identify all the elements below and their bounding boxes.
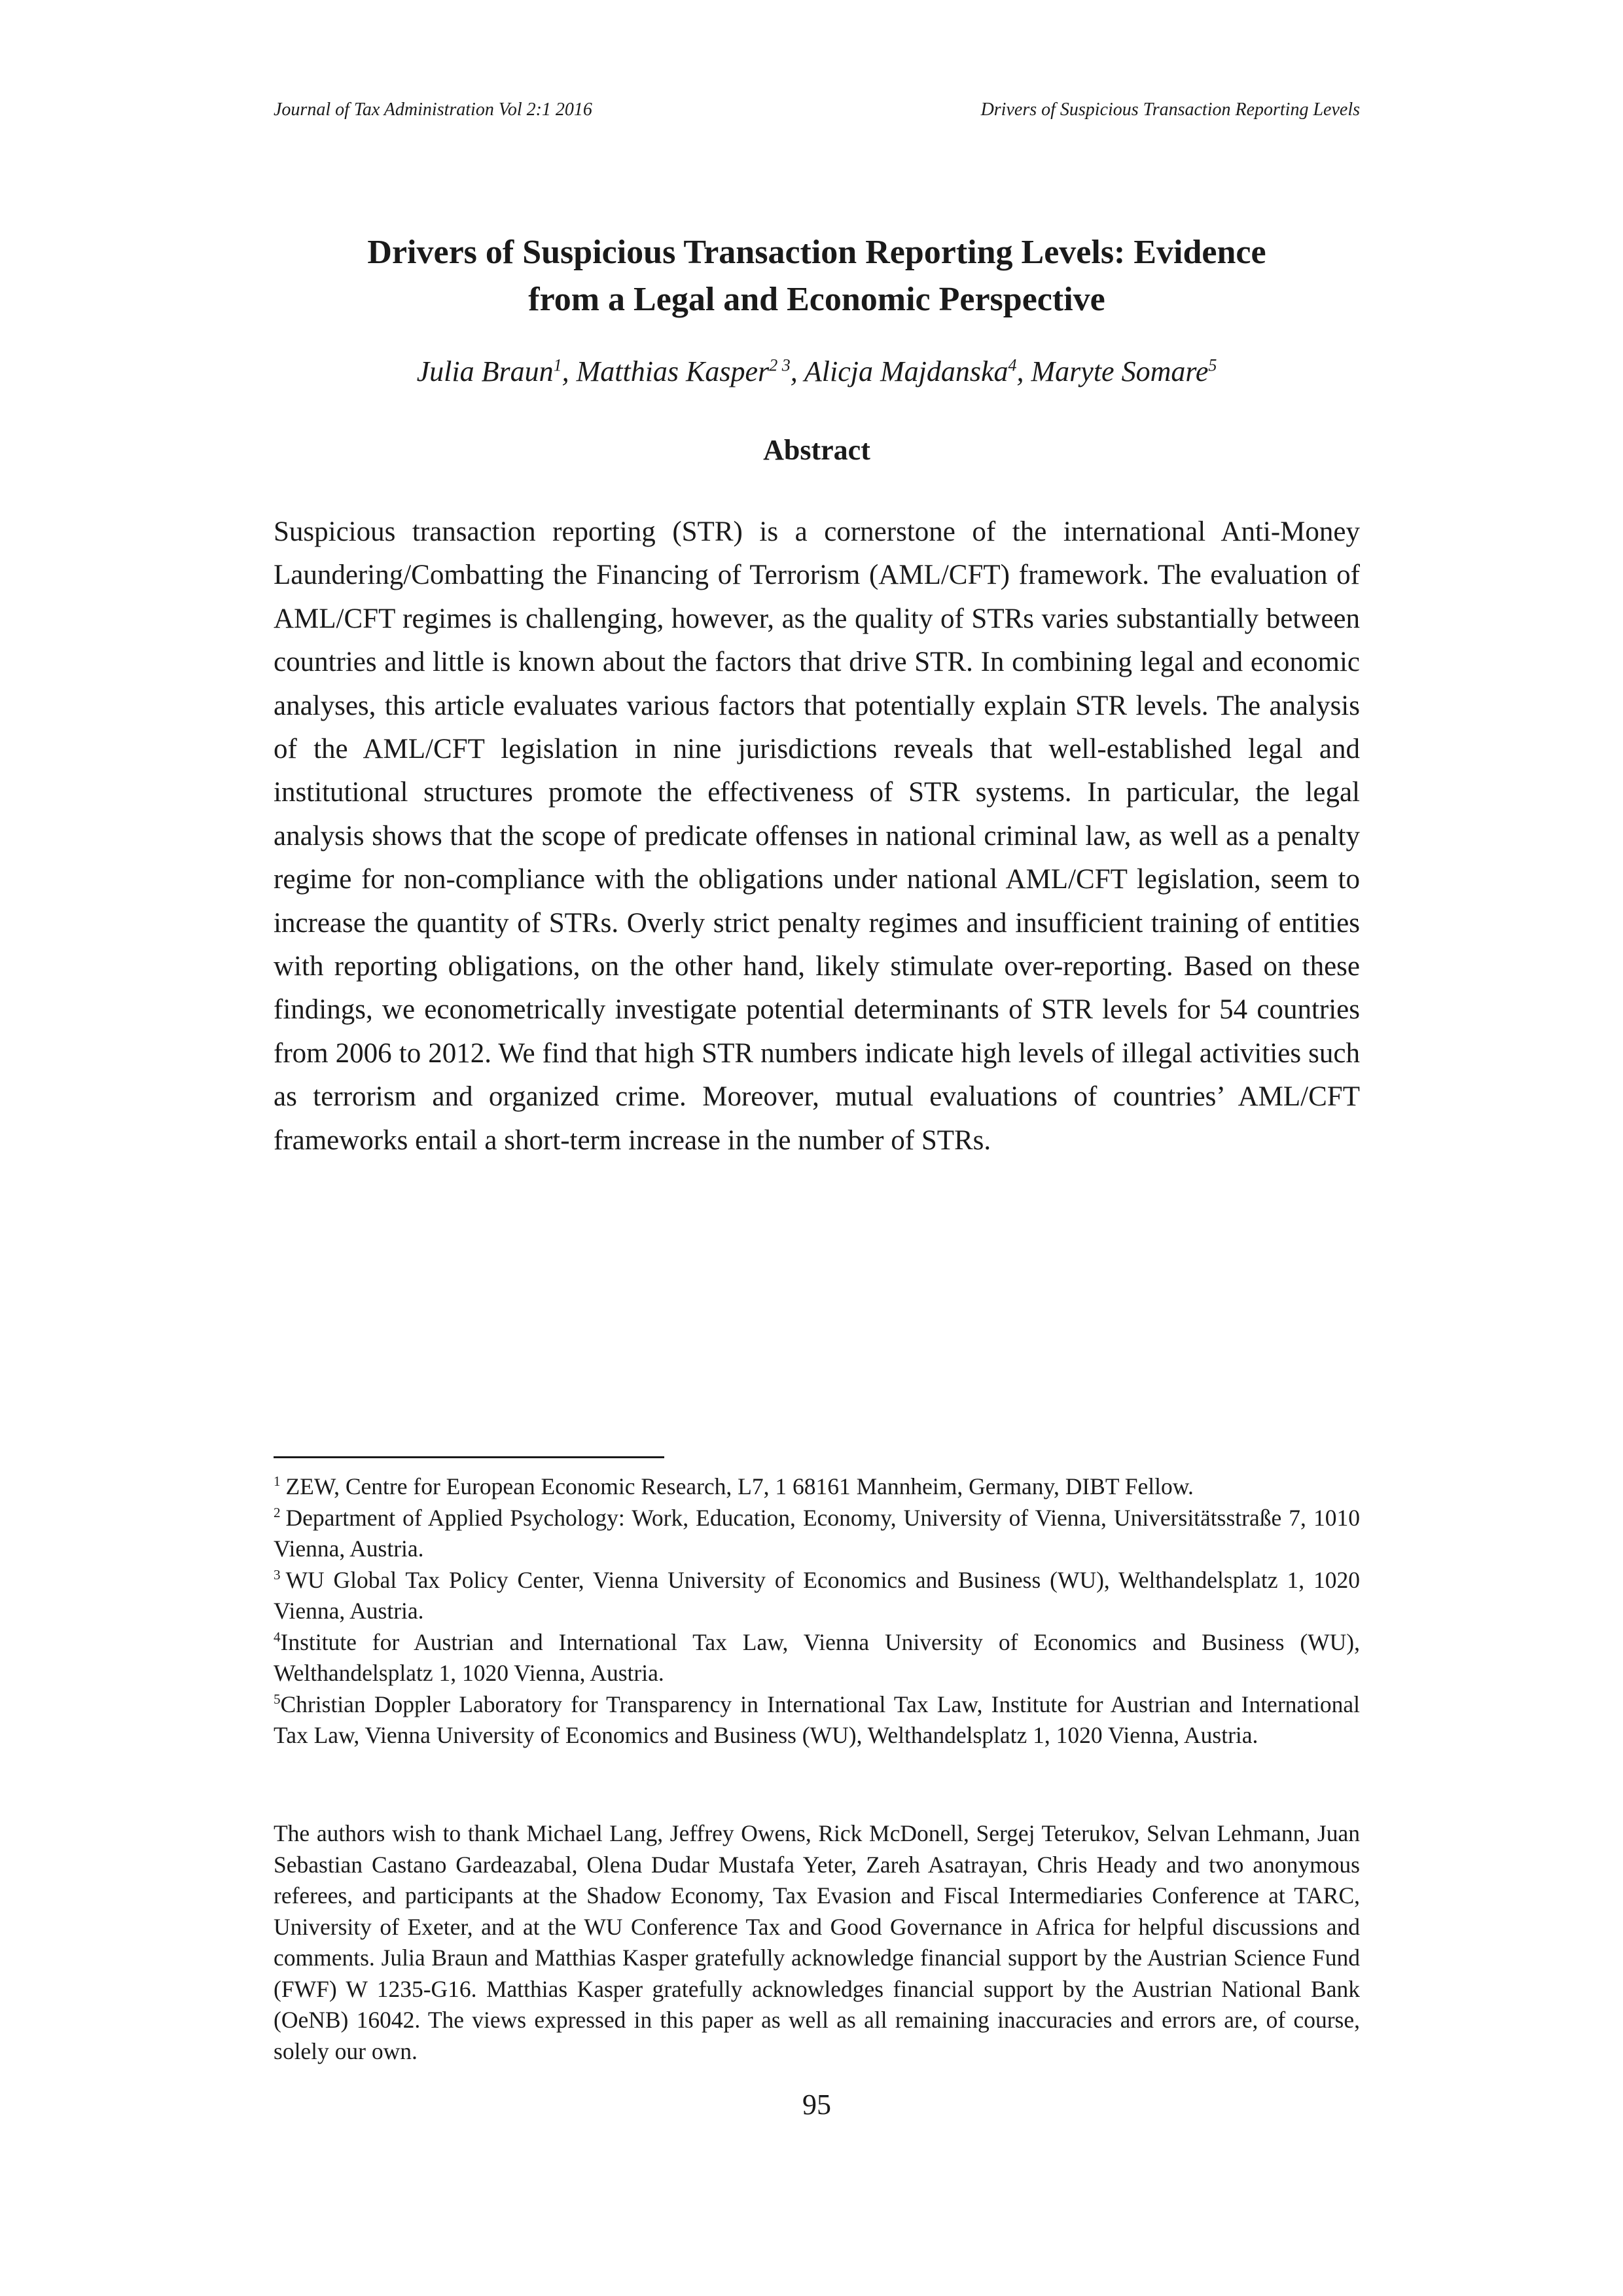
footnote: [274, 1627, 1360, 1689]
abstract-body: Suspicious transaction reporting (STR) is a cornerstone of the international Anti-Money Laundering/Combatting the Financing of Terrorism (AML/CFT) framework. The evaluation of AML/CFT regimes is challenging, however, as the quality of STRs varies substantially between countries and little is known about the factors that drive STR. In combining legal and economic analyses, this article evaluates various factors that potentially explain STR levels. The analysis of the AML/CFT legislation in nine jurisdictions reveals that well-established legal and institutional structures promote the effectiveness of STR systems. In particular, the legal analysis shows that the scope of predicate offenses in national criminal law, as well as a penalty regime for non-compliance with the obligations under national AML/CFT legislation, seem to increase the quantity of STRs. Overly strict penalty regimes and insufficient training of entities with reporting obligations, on the other hand, likely stimulate over-reporting. Based on these findings, we econometrically investigate potential determinants of STR levels for 54 countries from 2006 to 2012. We find that high STR numbers indicate high levels of illegal activities such as terrorism and organized crime. Moreover, mutual evaluations of countries’ AML/CFT frameworks entail a short-term increase in the number of STRs.: [274, 516, 1360, 1156]
footnote-text: Department of Applied Psychology: Work, Education, Economy, University of Vienna, Universitätsstraße 7, 1010 Vienna, Austria.: [274, 1504, 1360, 1562]
author: [417, 355, 577, 387]
author-list: [274, 353, 1360, 390]
affiliation-mark: 1: [553, 355, 562, 375]
abstract-heading: Abstract: [763, 434, 870, 466]
author-name: Julia Braun: [416, 355, 554, 387]
footnotes: [274, 1471, 1360, 1751]
footnote-mark: 5: [274, 1691, 281, 1707]
footnote-text: ZEW, Centre for European Economic Research, L7, 1 68161 Mannheim, Germany, DIBT Fellow.: [285, 1473, 1194, 1499]
footnote-mark: 1: [274, 1473, 281, 1490]
author-separator: ,: [790, 355, 804, 387]
page-number: 95: [802, 2089, 831, 2121]
affiliation-mark: 4: [1008, 355, 1017, 375]
footnote: [274, 1503, 1360, 1565]
author-name: Alicja Majdanska: [804, 355, 1008, 387]
journal-name: Journal of Tax Administration Vol 2:1 2016: [274, 99, 592, 120]
footnote-text: Christian Doppler Laboratory for Transparency in International Tax Law, Institute for Austrian and International Tax Law, Vienna University of Economics and Business (WU), Welthandelsplatz 1, 1020 Vienna, Austria.: [274, 1691, 1360, 1748]
affiliation-mark: 2 3: [769, 355, 791, 375]
affiliation-mark: 5: [1208, 355, 1217, 375]
paper-title: [274, 229, 1360, 323]
paper-title-line-1: Drivers of Suspicious Transaction Reporting Levels: Evidence: [367, 234, 1266, 271]
footnote-mark: 3: [274, 1566, 281, 1583]
author: [804, 355, 1031, 387]
footnote: [274, 1689, 1360, 1751]
footnote-mark: 4: [274, 1628, 281, 1645]
author-name: Maryte Somare: [1031, 355, 1209, 387]
paper-title-line-2: from a Legal and Economic Perspective: [528, 281, 1105, 318]
footnote-text: WU Global Tax Policy Center, Vienna University of Economics and Business (WU), Welthandelsplatz 1, 1020 Vienna, Austria.: [274, 1566, 1360, 1624]
author: [1031, 355, 1217, 387]
author-name: Matthias Kasper: [576, 355, 770, 387]
author-separator: ,: [562, 355, 577, 387]
footnote-divider: [274, 1456, 664, 1458]
footnote-mark: 2: [274, 1504, 281, 1520]
acknowledgements: The authors wish to thank Michael Lang, Jeffrey Owens, Rick McDonell, Sergej Teterukov, Selvan Lehmann, Juan Sebastian Castano Gardeazabal, Olena Dudar Mustafa Yeter, Zareh Asatrayan, Chris Heady and two anonymous referees, and participants at the Shadow Economy, Tax Evasion and Fiscal Intermediaries Conference at TARC, University of Exeter, and at the WU Conference Tax and Good Governance in Africa for helpful discussions and comments. Julia Braun and Matthias Kasper gratefully acknowledge financial support by the Austrian Science Fund (FWF) W 1235-G16. Matthias Kasper gratefully acknowledges financial support by the Austrian National Bank (OeNB) 16042. The views expressed in this paper as well as all remaining inaccuracies and errors are, of course, solely our own.: [274, 1820, 1360, 2064]
footnote: [274, 1471, 1360, 1503]
running-title: Drivers of Suspicious Transaction Reporting Levels: [980, 99, 1360, 120]
author-separator: ,: [1016, 355, 1031, 387]
author: [577, 355, 804, 387]
footnote: [274, 1565, 1360, 1627]
footnote-text: Institute for Austrian and International Tax Law, Vienna University of Economics and Business (WU), Welthandelsplatz 1, 1020 Vienna, Austria.: [274, 1628, 1360, 1686]
